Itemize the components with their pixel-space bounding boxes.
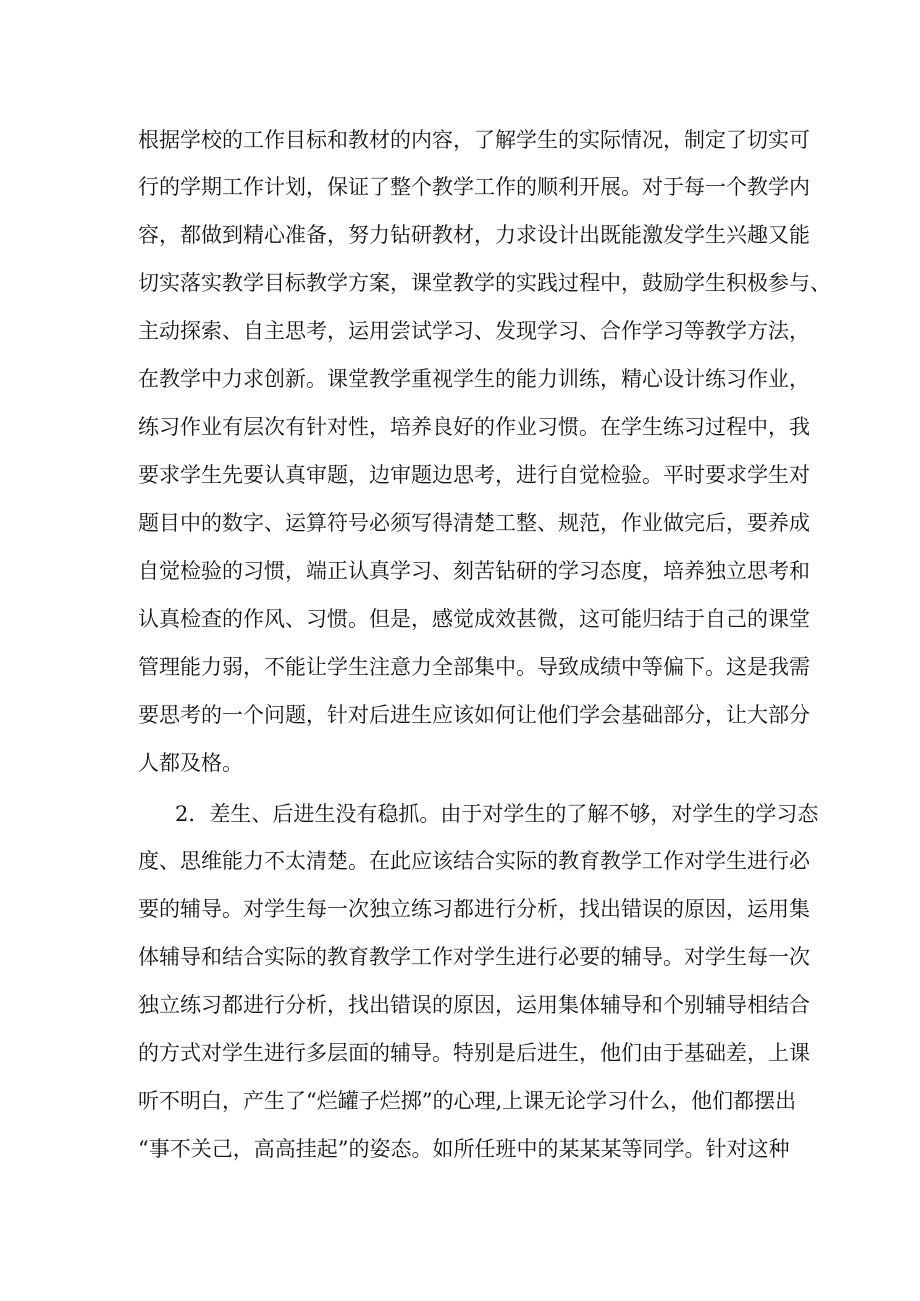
text-line: 切实落实教学目标教学方案，课堂教学的实践过程中，鼓励学生积极参与、 xyxy=(138,271,831,295)
text-line: 行的学期工作计划，保证了整个教学工作的顺利开展。对于每一个教学内 xyxy=(138,175,810,199)
text-line: 自觉检验的习惯，端正认真学习、刻苦钻研的学习态度，培养独立思考和 xyxy=(138,559,810,583)
text-line: 容，都做到精心准备，努力钻研教材，力求设计出既能激发学生兴趣又能 xyxy=(138,223,810,247)
text-line: 要思考的一个问题，针对后进生应该如何让他们学会基础部分，让大部分 xyxy=(138,703,810,727)
text-line: 的方式对学生进行多层面的辅导。特别是后进生，他们由于基础差，上课 xyxy=(138,1041,810,1065)
text-line: 度、思维能力不太清楚。在此应该结合实际的教育教学工作对学生进行必 xyxy=(138,849,810,873)
text-line: 认真检查的作风、习惯。但是，感觉成效甚微，这可能归结于自己的课堂 xyxy=(138,607,810,631)
text-line: 题目中的数字、运算符号必须写得清楚工整、规范，作业做完后，要养成 xyxy=(138,511,810,535)
text-line: 管理能力弱，不能让学生注意力全部集中。导致成绩中等偏下。这是我需 xyxy=(138,655,810,679)
paragraph-start-line: 2．差生、后进生没有稳抓。由于对学生的了解不够，对学生的学习态 xyxy=(175,802,819,826)
text-line: 独立练习都进行分析，找出错误的原因，运用集体辅导和个别辅导相结合 xyxy=(138,993,810,1017)
text-line: 听不明白，产生了“烂罐子烂掷”的心理,上课无论学习什么，他们都摆出 xyxy=(138,1089,797,1113)
text-line: 根据学校的工作目标和教材的内容，了解学生的实际情况，制定了切实可 xyxy=(138,128,810,152)
text-line: 在教学中力求创新。课堂教学重视学生的能力训练，精心设计练习作业， xyxy=(138,367,810,391)
text-line: 主动探索、自主思考，运用尝试学习、发现学习、合作学习等教学方法， xyxy=(138,319,810,343)
text-line: 练习作业有层次有针对性，培养良好的作业习惯。在学生练习过程中，我 xyxy=(138,415,810,439)
text-line: 体辅导和结合实际的教育教学工作对学生进行必要的辅导。对学生每一次 xyxy=(138,945,810,969)
text-line: “事不关己，高高挂起”的姿态。如所任班中的某某某等同学。针对这种 xyxy=(138,1137,790,1161)
text-line: 要求学生先要认真审题，边审题边思考，进行自觉检验。平时要求学生对 xyxy=(138,463,810,487)
text-line: 人都及格。 xyxy=(138,751,243,775)
text-line: 要的辅导。对学生每一次独立练习都进行分析，找出错误的原因，运用集 xyxy=(138,897,810,921)
